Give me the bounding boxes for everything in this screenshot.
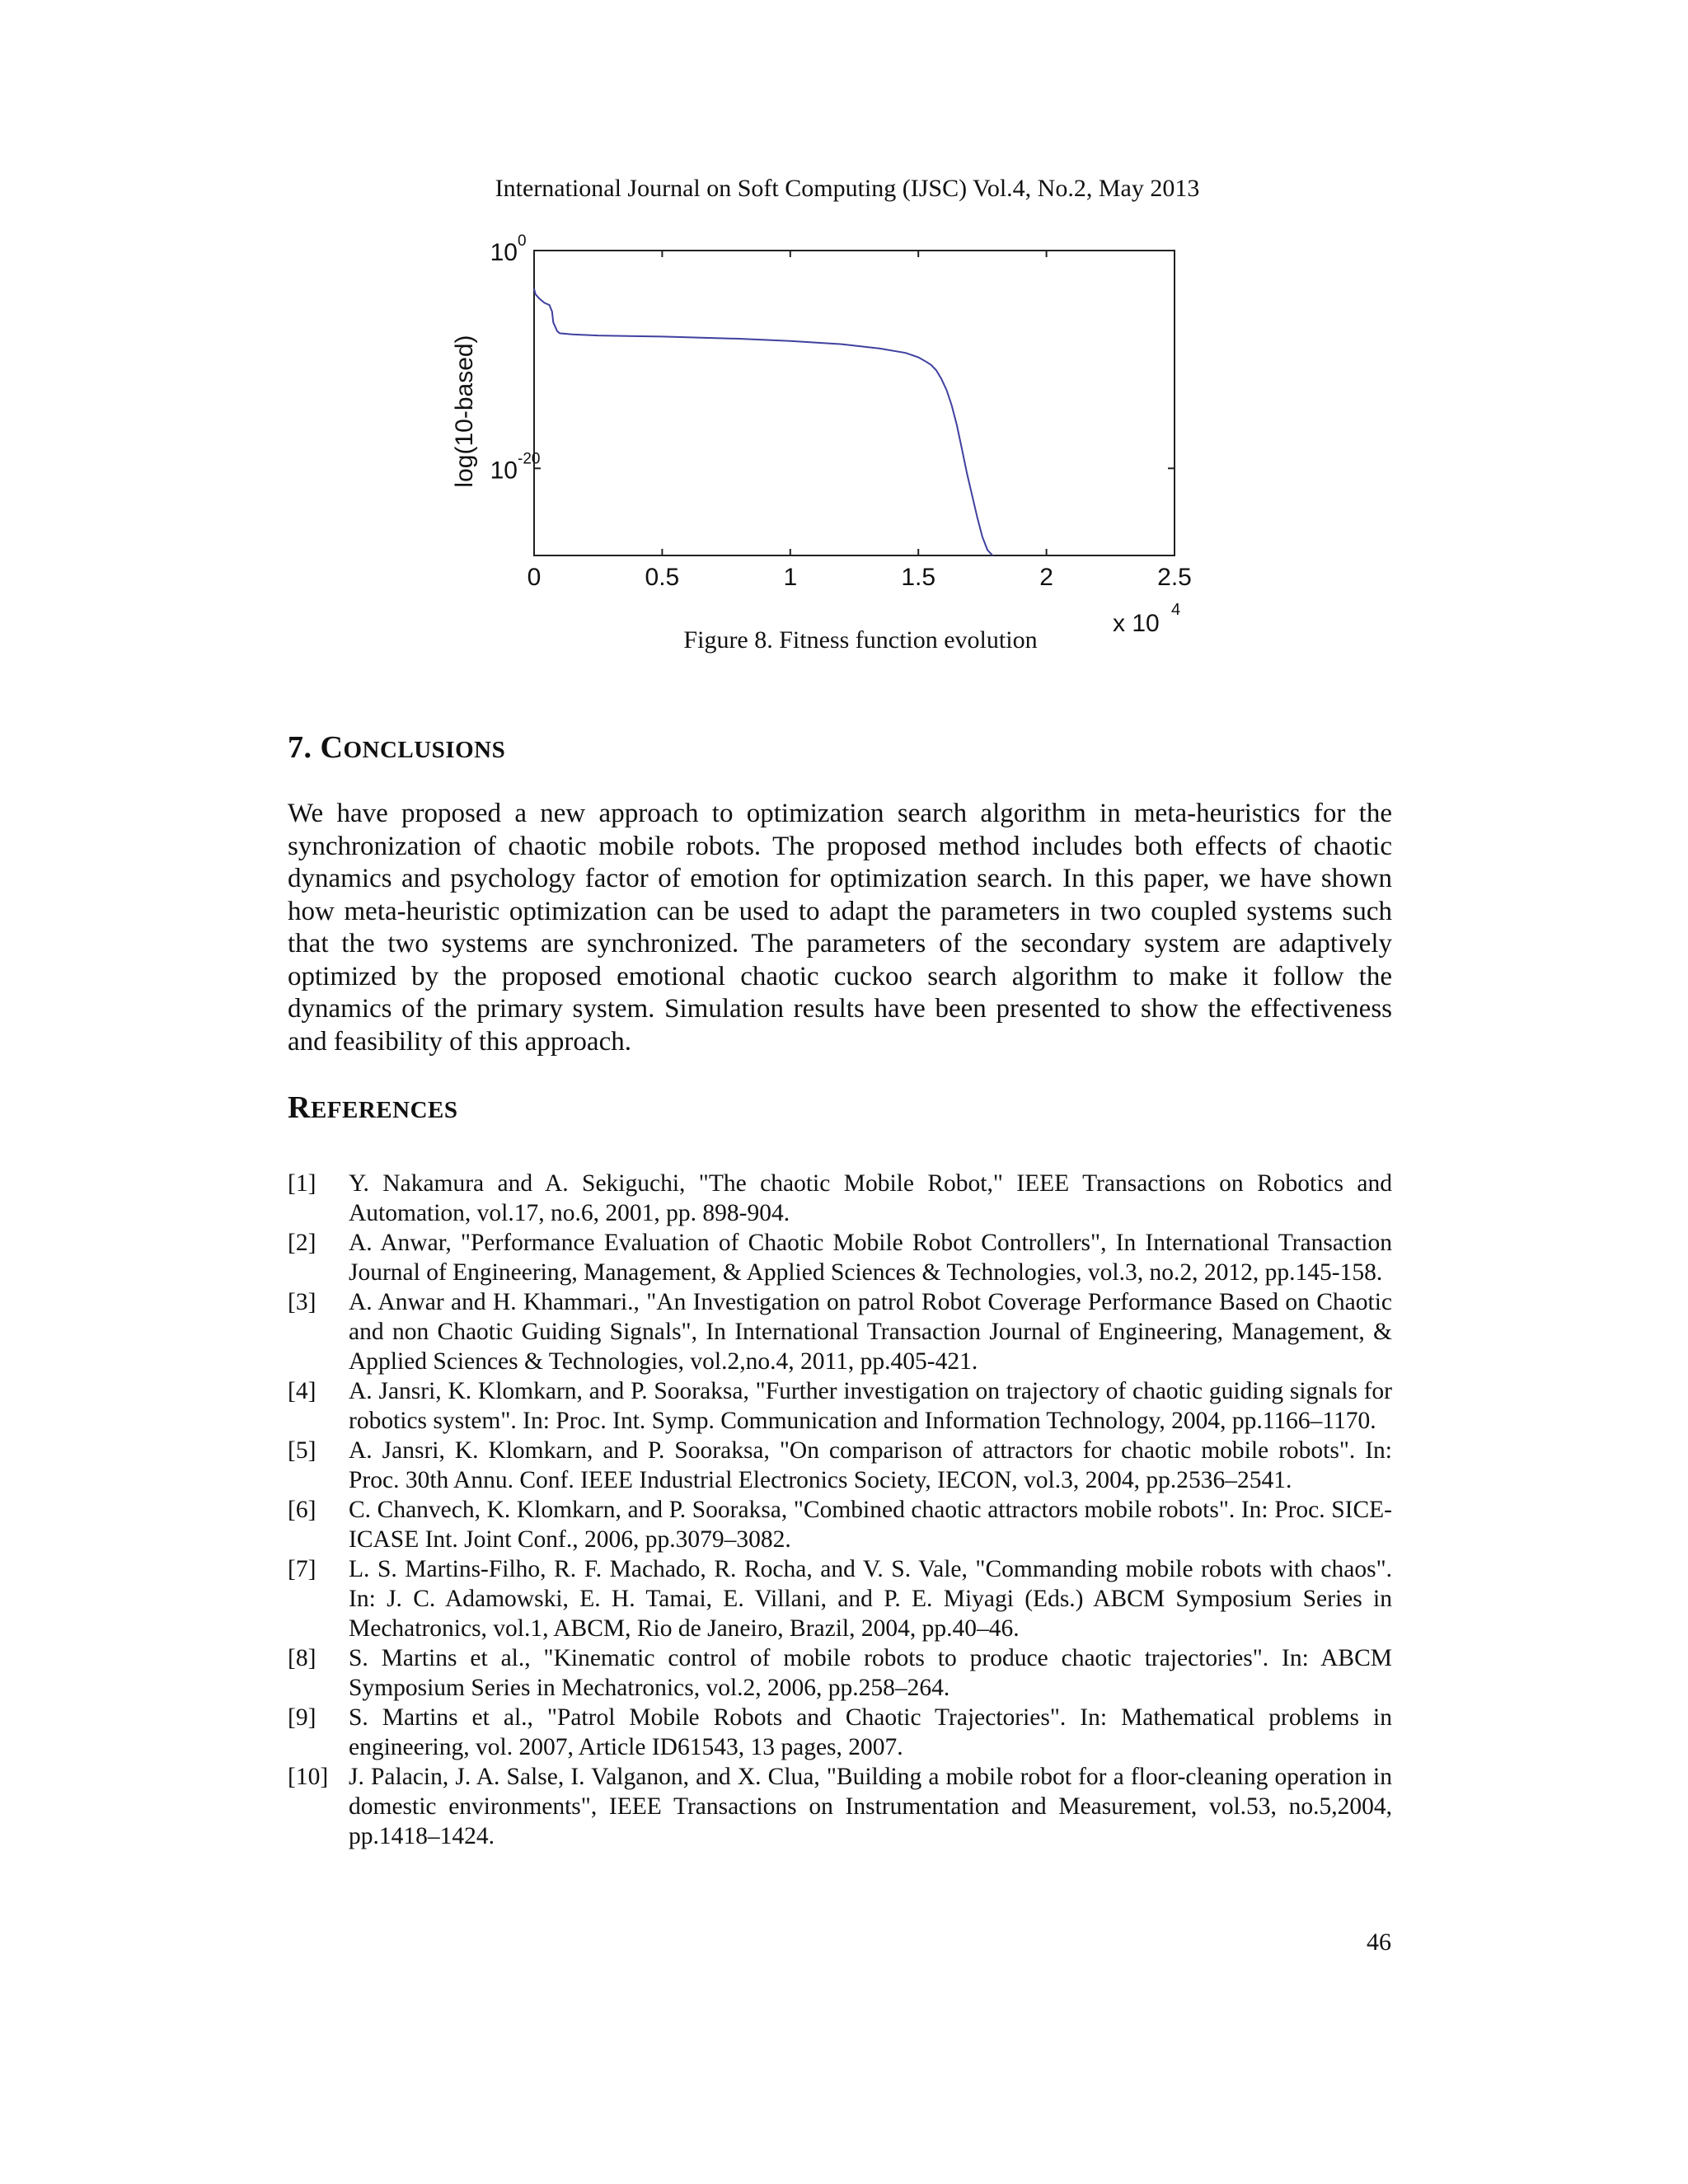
fitness-evolution-chart bbox=[429, 223, 1253, 651]
reference-number: [2] bbox=[288, 1230, 316, 1256]
reference-item bbox=[288, 1643, 1392, 1703]
reference-item bbox=[288, 1287, 1392, 1376]
x-tick-label: 2 bbox=[1039, 564, 1053, 591]
figure-caption-text: Figure 8. Fitness function evolution bbox=[683, 626, 1038, 654]
series-line-fitness bbox=[534, 288, 992, 555]
reference-text: A. Anwar, "Performance Evaluation of Chaotic Mobile Robot Controllers", In International Transaction Journal of Engineering, Management, & Applied Sciences & Technologies, vol.3, no.2, 2012, pp.145-158. bbox=[349, 1230, 1392, 1286]
references-heading bbox=[288, 1090, 458, 1126]
reference-item bbox=[288, 1703, 1392, 1762]
y-tick-exponent: -20 bbox=[518, 450, 541, 468]
conclusions-title-initial: C bbox=[320, 730, 344, 765]
y-tick-base: 10 bbox=[490, 457, 518, 485]
references-title-rest: EFERENCES bbox=[310, 1097, 458, 1123]
reference-item bbox=[288, 1436, 1392, 1495]
reference-number: [4] bbox=[288, 1378, 316, 1404]
y-tick-base: 10 bbox=[490, 239, 518, 266]
reference-item bbox=[288, 1495, 1392, 1554]
reference-number: [9] bbox=[288, 1704, 316, 1731]
conclusions-number: 7. bbox=[288, 730, 312, 765]
reference-number: [6] bbox=[288, 1497, 316, 1523]
conclusions-body: We have proposed a new approach to optimization search algorithm in meta-heuristics for the synchronization of chaotic mobile robots. The proposed method includes both effects of chaotic dynamics and psychology factor of emotion for optimization search. In this paper, we have shown how meta-heuristic optimization can be used to adapt the parameters in two coupled systems such that the two systems are synchronized. The parameters of the secondary system are adaptively optimized by the proposed emotional chaotic cuckoo search algorithm to make it follow the dynamics of the primary system. Simulation results have been presented to show the effectiveness and feasibility of this approach. bbox=[288, 799, 1392, 1057]
reference-text: C. Chanvech, K. Klomkarn, and P. Sooraksa, "Combined chaotic attractors mobile robots". In: Proc. SICE-ICASE Int. Joint Conf., 2006, pp.3079–3082. bbox=[349, 1497, 1392, 1553]
reference-text: L. S. Martins-Filho, R. F. Machado, R. Rocha, and V. S. Vale, "Commanding mobile robots with chaos". In: J. C. Adamowski, E. H. Tamai, E. Villani, and P. E. Miyagi (Eds.) ABCM Symposium Series in Mechatronics, vol.1, ABCM, Rio de Janeiro, Brazil, 2004, pp.40–46. bbox=[349, 1556, 1392, 1642]
x-tick-label: 1.5 bbox=[901, 564, 936, 591]
reference-number: [7] bbox=[288, 1556, 316, 1582]
reference-item bbox=[288, 1169, 1392, 1228]
reference-text: Y. Nakamura and A. Sekiguchi, "The chaotic Mobile Robot," IEEE Transactions on Robotics and Automation, vol.17, no.6, 2001, pp. 898-904. bbox=[349, 1170, 1392, 1226]
reference-item bbox=[288, 1228, 1392, 1287]
reference-text: A. Jansri, K. Klomkarn, and P. Sooraksa, "On comparison of attractors for chaotic mobile robots". In: Proc. 30th Annu. Conf. IEEE Industrial Electronics Society, IECON, vol.3, 2004, pp.2536–2541. bbox=[349, 1437, 1392, 1493]
reference-number: [10] bbox=[288, 1764, 329, 1790]
conclusions-heading bbox=[288, 729, 505, 766]
reference-text: J. Palacin, J. A. Salse, I. Valganon, and X. Clua, "Building a mobile robot for a floor-cleaning operation in domestic environments", IEEE Transactions on Instrumentation and Measurement, vol.53, no.5,2004, pp.1418–1424. bbox=[349, 1764, 1392, 1849]
y-tick-exponent: 0 bbox=[518, 232, 527, 250]
reference-item bbox=[288, 1376, 1392, 1436]
reference-list bbox=[288, 1169, 1392, 1851]
reference-item bbox=[288, 1554, 1392, 1643]
running-header-text: International Journal on Soft Computing (IJSC) Vol.4, No.2, May 2013 bbox=[495, 175, 1200, 202]
conclusions-title-rest: ONCLUSIONS bbox=[343, 737, 506, 763]
reference-text: S. Martins et al., "Kinematic control of mobile robots to produce chaotic trajectories". In: ABCM Symposium Series in Mechatronics, vol.2, 2006, pp.258–264. bbox=[349, 1645, 1392, 1701]
figure-caption bbox=[0, 626, 1688, 654]
reference-number: [8] bbox=[288, 1645, 316, 1671]
references-title-initial: R bbox=[288, 1090, 311, 1125]
y-axis-label: log(10-based) bbox=[451, 335, 478, 488]
reference-number: [1] bbox=[288, 1170, 316, 1197]
reference-number: [3] bbox=[288, 1289, 316, 1315]
x-tick-label: 0.5 bbox=[645, 564, 680, 591]
x-multiplier-label: x 10 bbox=[1113, 610, 1160, 637]
running-header bbox=[0, 175, 1688, 203]
x-multiplier-exponent: 4 bbox=[1171, 601, 1181, 619]
reference-number: [5] bbox=[288, 1437, 316, 1464]
x-tick-label: 0 bbox=[527, 564, 542, 591]
reference-item bbox=[288, 1762, 1392, 1851]
page-number: 46 bbox=[1367, 1929, 1391, 1956]
x-tick-label: 2.5 bbox=[1157, 564, 1192, 591]
reference-text: S. Martins et al., "Patrol Mobile Robots and Chaotic Trajectories". In: Mathematical problems in engineering, vol. 2007, Article ID61543, 13 pages, 2007. bbox=[349, 1704, 1392, 1760]
plot-frame bbox=[534, 251, 1175, 555]
x-tick-label: 1 bbox=[783, 564, 798, 591]
reference-text: A. Jansri, K. Klomkarn, and P. Sooraksa, "Further investigation on trajectory of chaotic guiding signals for robotics system". In: Proc. Int. Symp. Communication and Information Technology, 2004, pp.1166–1170. bbox=[349, 1378, 1392, 1434]
reference-text: A. Anwar and H. Khammari., "An Investigation on patrol Robot Coverage Performance Based on Chaotic and non Chaotic Guiding Signals", In International Transaction Journal of Engineering, Management, & Applied Sciences & Technologies, vol.2,no.4, 2011, pp.405-421. bbox=[349, 1289, 1392, 1375]
